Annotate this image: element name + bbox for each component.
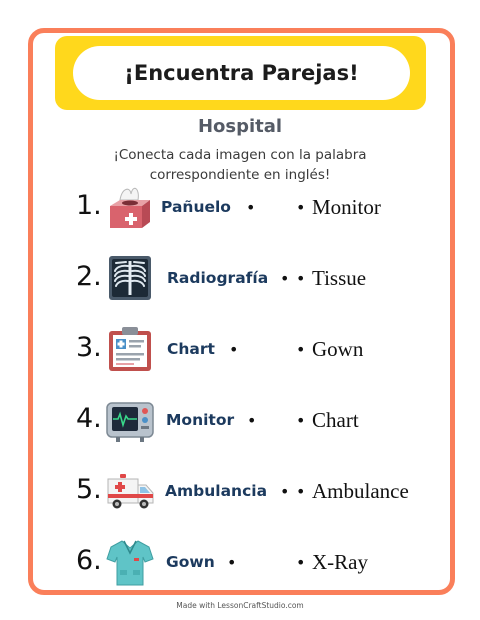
title-pill — [73, 46, 410, 100]
worksheet-border — [28, 28, 455, 595]
spanish-word-1: Pañuelo — [161, 198, 231, 216]
right-dot-1[interactable]: • — [296, 198, 306, 217]
item-number-2: 2. — [76, 261, 102, 292]
subject-heading: Hospital — [197, 116, 283, 137]
right-dot-4[interactable]: • — [296, 411, 306, 430]
spanish-word-3: Chart — [167, 340, 215, 358]
item-number-3: 3. — [76, 332, 102, 363]
right-dot-6[interactable]: • — [296, 553, 306, 572]
item-number-6: 6. — [76, 545, 102, 576]
right-dot-3[interactable]: • — [296, 340, 306, 359]
english-word-6: X-Ray — [312, 550, 368, 574]
left-dot-2[interactable]: • — [280, 269, 290, 288]
left-dot-4[interactable]: • — [247, 411, 257, 430]
item-number-5: 5. — [76, 474, 102, 505]
right-dot-5[interactable]: • — [296, 482, 306, 501]
english-word-2: Tissue — [312, 266, 367, 290]
instructions — [60, 145, 420, 185]
left-dot-3[interactable]: • — [229, 340, 239, 359]
left-dot-1[interactable]: • — [246, 198, 256, 217]
instructions-line-1: ¡Conecta cada imagen con la palabra — [113, 147, 367, 163]
spanish-word-2: Radiografía — [167, 269, 269, 287]
footer-credit: Made with LessonCraftStudio.com — [176, 601, 304, 610]
monitor-icon — [104, 394, 156, 446]
instructions-line-2: correspondiente en inglés! — [149, 167, 331, 183]
ambulance-icon — [104, 465, 156, 517]
left-dot-5[interactable]: • — [280, 482, 290, 501]
page-title: ¡Encuentra Parejas! — [124, 61, 359, 85]
english-word-3: Gown — [312, 337, 364, 361]
left-dot-6[interactable]: • — [227, 553, 237, 572]
item-number-1: 1. — [76, 190, 102, 221]
spanish-word-4: Monitor — [166, 411, 235, 429]
gown-icon — [104, 536, 156, 588]
english-word-4: Chart — [312, 408, 359, 432]
spanish-word-5: Ambulancia — [165, 482, 268, 500]
xray-icon — [104, 252, 156, 304]
medical-chart-icon — [104, 323, 156, 375]
english-word-5: Ambulance — [312, 479, 409, 503]
item-number-4: 4. — [76, 403, 102, 434]
tissue-box-icon — [104, 182, 156, 234]
spanish-word-6: Gown — [166, 553, 215, 571]
right-dot-2[interactable]: • — [296, 269, 306, 288]
english-word-1: Monitor — [312, 195, 381, 219]
